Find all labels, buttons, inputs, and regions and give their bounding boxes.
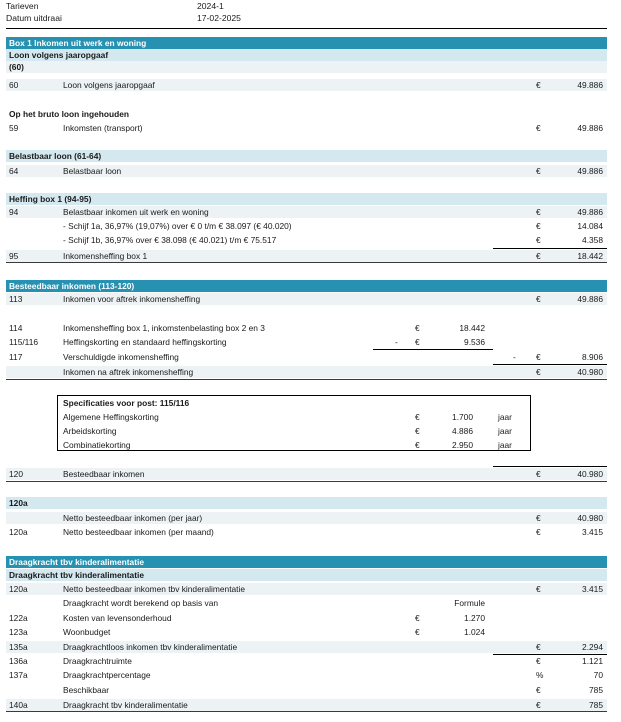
row-amount: 49.886 [577,207,603,217]
bruto-title: Op het bruto loon ingehouden [9,109,130,119]
row-label: Belastbaar loon [63,166,122,176]
row-code: 59 [9,123,19,133]
row-label: Draagkrachtloos inkomen tbv kinderalimentatie [63,642,238,652]
row-amount: 4.358 [582,235,603,245]
row-divider [6,379,607,380]
spec-amount: 1.700 [452,412,473,422]
row-currency: € [536,221,541,231]
row-amount: 2.294 [582,642,603,652]
row-amount: 18.442 [577,251,603,261]
row-amount: 18.442 [459,323,485,333]
row-amount: 49.886 [577,166,603,176]
row-currency: € [415,323,420,333]
row-label: Loon volgens jaaropgaaf [63,80,155,90]
row-label: Inkomsten (transport) [63,123,143,133]
row-117 [6,351,607,363]
row-code: 94 [9,207,19,217]
datum-value: 17-02-2025 [197,13,241,23]
row-minus: - [395,337,398,347]
spec-label: Combinatiekorting [63,440,131,450]
row-currency: € [536,235,541,245]
row-currency: € [536,656,541,666]
row-amount: 40.980 [577,367,603,377]
row-114 [6,322,607,334]
spec-label: Arbeidskorting [63,426,117,436]
row-currency: € [536,207,541,217]
row-code: 64 [9,166,19,176]
row-label: Netto besteedbaar inkomen (per jaar) [63,513,203,523]
row-code: 120a [9,584,28,594]
row-amount: 8.906 [582,352,603,362]
spec-row [63,425,523,437]
row-amount: 9.536 [464,337,485,347]
row-na-aftrek [6,366,607,378]
row-amount: 3.415 [582,527,603,537]
row-label: Inkomensheffing box 1 [63,251,148,261]
row-label: Draagkrachtpercentage [63,670,151,680]
row-59 [6,122,607,134]
row-currency: € [536,642,541,652]
row-amount: 40.980 [577,513,603,523]
row-label: Beschikbaar [63,685,110,695]
row-label: Inkomen na aftrek inkomensheffing [63,367,194,377]
draagkracht-subtitle: Draagkracht tbv kinderalimentatie [6,569,607,581]
spec-title-row [63,397,523,409]
row-code: 60 [9,80,19,90]
row-115-116 [6,336,607,348]
spec-row [63,439,523,451]
row-amount: 1.024 [464,627,485,637]
row-code: 114 [9,323,23,333]
row-137a [6,669,607,681]
row-code: 117 [9,352,23,362]
row-netto-jaar [6,512,607,524]
spec-row [63,411,523,423]
row-amount: 70 [593,670,603,680]
row-currency: € [536,584,541,594]
row-code: 135a [9,642,28,652]
tarieven-label: Tarieven [6,1,39,11]
row-amount: 785 [589,700,603,710]
row-amount: 3.415 [582,584,603,594]
header-divider [6,28,607,29]
row-currency: € [415,627,420,637]
row-amount: 49.886 [577,294,603,304]
row-divider [6,262,607,263]
row-60 [6,79,607,91]
row-label: Netto besteedbaar inkomen tbv kinderalimentatie [63,584,246,594]
row-currency: € [415,337,420,347]
row-currency: € [415,613,420,623]
row-currency: € [536,251,541,261]
row-label: Inkomensheffing box 1, inkomstenbelasting box 2 en 3 [63,323,265,333]
row-amount: 1.121 [582,656,603,666]
heffing-section-title: Heffing box 1 (94-95) [6,193,607,205]
row-64 [6,165,607,177]
bruto-title-row [6,108,607,120]
row-label: Draagkracht wordt berekend op basis van [63,598,219,608]
row-code: 123a [9,627,28,637]
spec-label: Algemene Heffingskorting [63,412,159,422]
row-code: 137a [9,670,28,680]
tarieven-value: 2024-1 [197,1,224,11]
subtotal-rule [493,466,607,467]
row-123a [6,626,607,638]
row-currency: € [536,166,541,176]
row-code: 120 [9,469,23,479]
spec-amount: 2.950 [452,440,473,450]
loon-code-row [6,61,607,73]
row-label: Besteedbaar inkomen [63,469,145,479]
row-135a [6,641,607,653]
row-currency: € [536,469,541,479]
row-beschikbaar [6,684,607,696]
row-label: Belastbaar inkomen uit werk en woning [63,207,209,217]
row-label: Inkomen voor aftrek inkomensheffing [63,294,201,304]
row-code: 115/116 [9,337,39,347]
row-code: 136a [9,656,28,666]
row-divider [6,711,607,712]
row-currency: € [536,527,541,537]
datum-label: Datum uitdraai [6,13,62,23]
belastbaar-section-title: Belastbaar loon (61-64) [6,150,607,162]
subtotal-rule [493,248,607,249]
row-schijf-1a [6,220,607,232]
row-currency: € [536,352,541,362]
row-currency: € [536,513,541,523]
row-amount: 1.270 [464,613,485,623]
row-label: Draagkracht tbv kinderalimentatie [63,700,188,710]
spec-unit: jaar [498,440,512,450]
row-113 [6,293,607,305]
section-box1-title: Box 1 Inkomen uit werk en woning [6,37,607,49]
spec-amount: 4.886 [452,426,473,436]
row-amount: 785 [589,685,603,695]
spec-unit: jaar [498,426,512,436]
netto-section-title: 120a [6,497,607,509]
row-label: Woonbudget [63,627,111,637]
row-netto-maand [6,526,607,538]
row-120a [6,583,607,595]
spec-unit: jaar [498,412,512,422]
row-minus: - [513,352,516,362]
spec-currency: € [415,426,420,436]
row-122a [6,612,607,624]
loon-section-title: Loon volgens jaaropgaaf [6,49,607,61]
spec-currency: € [415,440,420,450]
row-schijf-1b [6,234,607,246]
spec-title: Specificaties voor post: 115/116 [63,398,190,408]
row-amount: 49.886 [577,80,603,90]
row-code: 120a [9,527,28,537]
row-136a [6,655,607,667]
row-basis [6,597,607,609]
section-besteedbaar-title: Besteedbaar inkomen (113-120) [6,280,607,292]
subtotal-rule [373,349,493,350]
row-label: Draagkrachtruimte [63,656,132,666]
row-amount: 40.980 [577,469,603,479]
row-label: Kosten van levensonderhoud [63,613,172,623]
row-amount: 14.084 [577,221,603,231]
section-draagkracht-title: Draagkracht tbv kinderalimentatie [6,556,607,568]
row-140a [6,699,607,711]
row-label: - Schijf 1a, 36,97% (19,07%) over € 0 t/m € 38.097 (€ 40.020) [63,221,292,231]
row-label: Netto besteedbaar inkomen (per maand) [63,527,214,537]
row-currency: € [536,80,541,90]
row-code: 140a [9,700,28,710]
row-label: Verschuldigde inkomensheffing [63,352,179,362]
row-code: 95 [9,251,19,261]
row-label: Heffingskorting en standaard heffingskorting [63,337,227,347]
row-currency: € [536,294,541,304]
subtotal-rule [493,364,607,365]
row-currency: € [536,367,541,377]
row-currency: € [536,685,541,695]
spec-currency: € [415,412,420,422]
row-divider [6,481,607,482]
row-label: - Schijf 1b, 36,97% over € 38.098 (€ 40.021) t/m € 75.517 [63,235,277,245]
row-code: 113 [9,294,23,304]
row-amount: 49.886 [577,123,603,133]
row-94 [6,206,607,218]
row-120 [6,468,607,480]
row-code: 122a [9,613,28,623]
row-currency: % [536,670,544,680]
row-currency: € [536,123,541,133]
loon-code: (60) [9,62,24,72]
row-value: Formule [454,598,485,608]
row-95 [6,250,607,262]
row-currency: € [536,700,541,710]
